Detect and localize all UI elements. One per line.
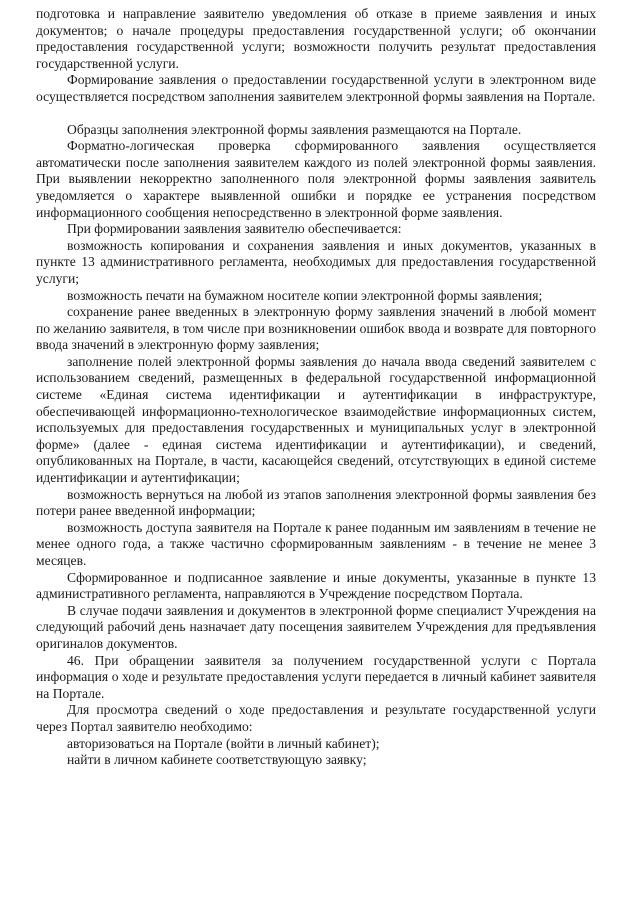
document-page [36, 6, 596, 769]
paragraph-electronic-form: Формирование заявления о предоставлении государственной услуги в электронном виде осуществляется посредством заполнения заявителем электронной формы заявления на Портале. [36, 72, 596, 104]
list-item-return-step: возможность вернуться на любой из этапов заполнения электронной формы заявления без потери ранее введенной информации; [36, 486, 596, 519]
paragraph-submission: Сформированное и подписанное заявление и иные документы, указанные в пункте 13 административного регламента, направляются в Учреждение посредством Портала. [36, 569, 596, 602]
list-item-copy-save: возможность копирования и сохранения заявления и иных документов, указанных в пункте 13 административного регламента, необходимых для предоставления государственной услуги; [36, 237, 596, 286]
paragraph-form-samples: Образцы заполнения электронной формы заявления размещаются на Портале. [67, 121, 522, 137]
paragraph-visit-date: В случае подачи заявления и документов в электронной форме специалист Учреждения на следующий рабочий день назначает дату посещения заявителем Учреждения для предъявления оригиналов документов. [36, 602, 596, 651]
paragraph-provision-intro: При формировании заявления заявителю обеспечивается: [67, 221, 402, 237]
list-item-access-history: возможность доступа заявителя на Портале к ранее поданным им заявлениям в течение не менее одного года, а также частично сформированным заявлениям - в течение не менее 3 месяцев. [36, 519, 596, 568]
paragraph-format-check: Форматно-логическая проверка сформированного заявления осуществляется автоматически после заполнения заявителем каждого из полей электронной формы заявления. При выявлении некорректно заполненного поля электронной формы заявления заявитель уведомляется о характере выявленной ошибки и порядке ее устранения посредством информационного сообщения непосредственно в электронной форме заявления. [36, 138, 596, 220]
list-item-find-request: найти в личном кабинете соответствующую заявку; [67, 752, 367, 768]
list-item-authorize: авторизоваться на Портале (войти в личный кабинет); [67, 735, 380, 751]
paragraph-notification-steps: подготовка и направление заявителю уведомления об отказе в приеме заявления и иных документов; о начале процедуры предоставления государственной услуги; об окончании предоставления государственной услуги; возможности получить результат предоставления государственной услуги. [36, 6, 596, 71]
paragraph-clause-46: 46. При обращении заявителя за получением государственной услуги с Портала информация о ходе и результате предоставления услуги передается в личный кабинет заявителя на Портале. [36, 652, 596, 701]
list-item-save-values: сохранение ранее введенных в электронную форму заявления значений в любой момент по желанию заявителя, в том числе при возникновении ошибок ввода и возврате для повторного ввода значений в электронную форму заявления; [36, 304, 596, 353]
list-item-print: возможность печати на бумажном носителе копии электронной формы заявления; [67, 287, 543, 303]
list-item-prefill: заполнение полей электронной формы заявления до начала ввода сведений заявителем с использованием сведений, размещенных в федеральной государственной информационной системе «Единая система идентификации и аутентификации в инфраструктуре, обеспечивающей информационно-технологическое взаимодействие информационных систем, используемых для предоставления государственных и муниципальных услуг в электронной форме» (далее - единая система идентификации и аутентификации), и сведений, опубликованных на Портале, в части, касающейся сведений, отсутствующих в единой системе идентификации и аутентификации; [36, 353, 596, 486]
paragraph-view-status: Для просмотра сведений о ходе предоставления и результате государственной услуги через Портал заявителю необходимо: [36, 702, 596, 734]
